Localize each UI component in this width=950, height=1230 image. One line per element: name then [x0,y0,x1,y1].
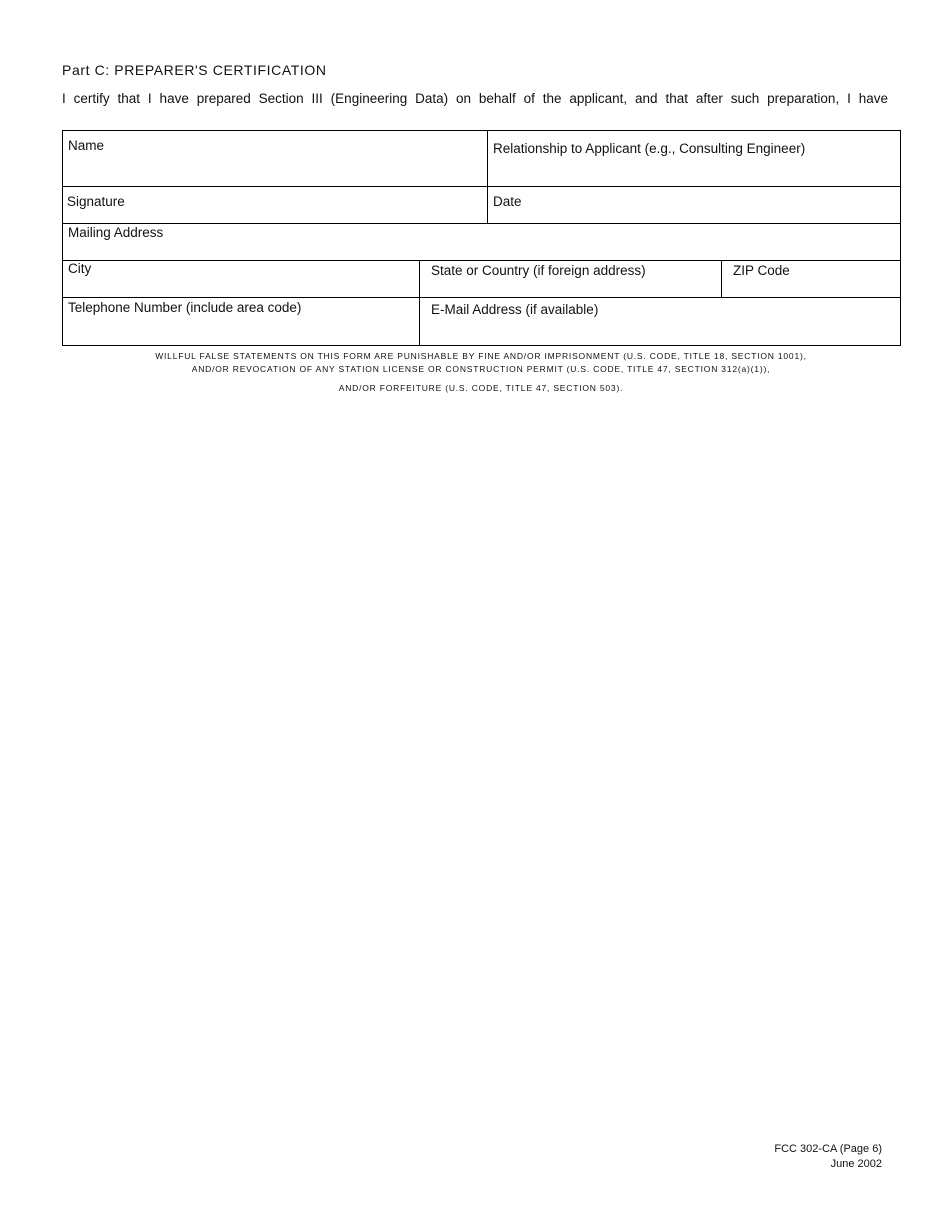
date-label: Date [493,194,522,209]
certification-text: I certify that I have prepared Section III (Engineering Data) on behalf of the applicant, and that after such preparation, I have [62,91,888,106]
signature-field[interactable] [62,186,488,224]
zip-label: ZIP Code [733,263,790,278]
email-label: E-Mail Address (if available) [431,302,599,317]
warning-line-2: AND/OR REVOCATION OF ANY STATION LICENSE OR CONSTRUCTION PERMIT (U.S. CODE, TITLE 47, SECTION 312(a)(1)), [191,364,771,374]
telephone-field[interactable] [62,297,420,346]
state-country-label: State or Country (if foreign address) [431,263,646,278]
zip-field[interactable] [721,260,901,298]
form-date: June 2002 [830,1158,882,1170]
telephone-label: Telephone Number (include area code) [68,300,302,315]
relationship-label: Relationship to Applicant (e.g., Consulting Engineer) [493,141,806,156]
name-field[interactable] [62,130,488,187]
name-label: Name [68,138,105,153]
form-id: FCC 302-CA (Page 6) [774,1143,882,1155]
warning-line-1: WILLFUL FALSE STATEMENTS ON THIS FORM ARE PUNISHABLE BY FINE AND/OR IMPRISONMENT (U.S. CODE, TITLE 18, SECTION 1001), [155,351,807,361]
relationship-field[interactable] [487,130,901,187]
city-label: City [68,261,92,276]
mailing-address-label: Mailing Address [68,225,164,240]
part-title: Part C: PREPARER'S CERTIFICATION [62,62,327,78]
warning-line-3: AND/OR FORFEITURE (U.S. CODE, TITLE 47, SECTION 503). [338,383,624,393]
state-country-field[interactable] [419,260,722,298]
date-field[interactable] [487,186,901,224]
email-field[interactable] [419,297,901,346]
city-field[interactable] [62,260,420,298]
mailing-address-field[interactable] [62,223,901,261]
signature-label: Signature [67,194,125,209]
